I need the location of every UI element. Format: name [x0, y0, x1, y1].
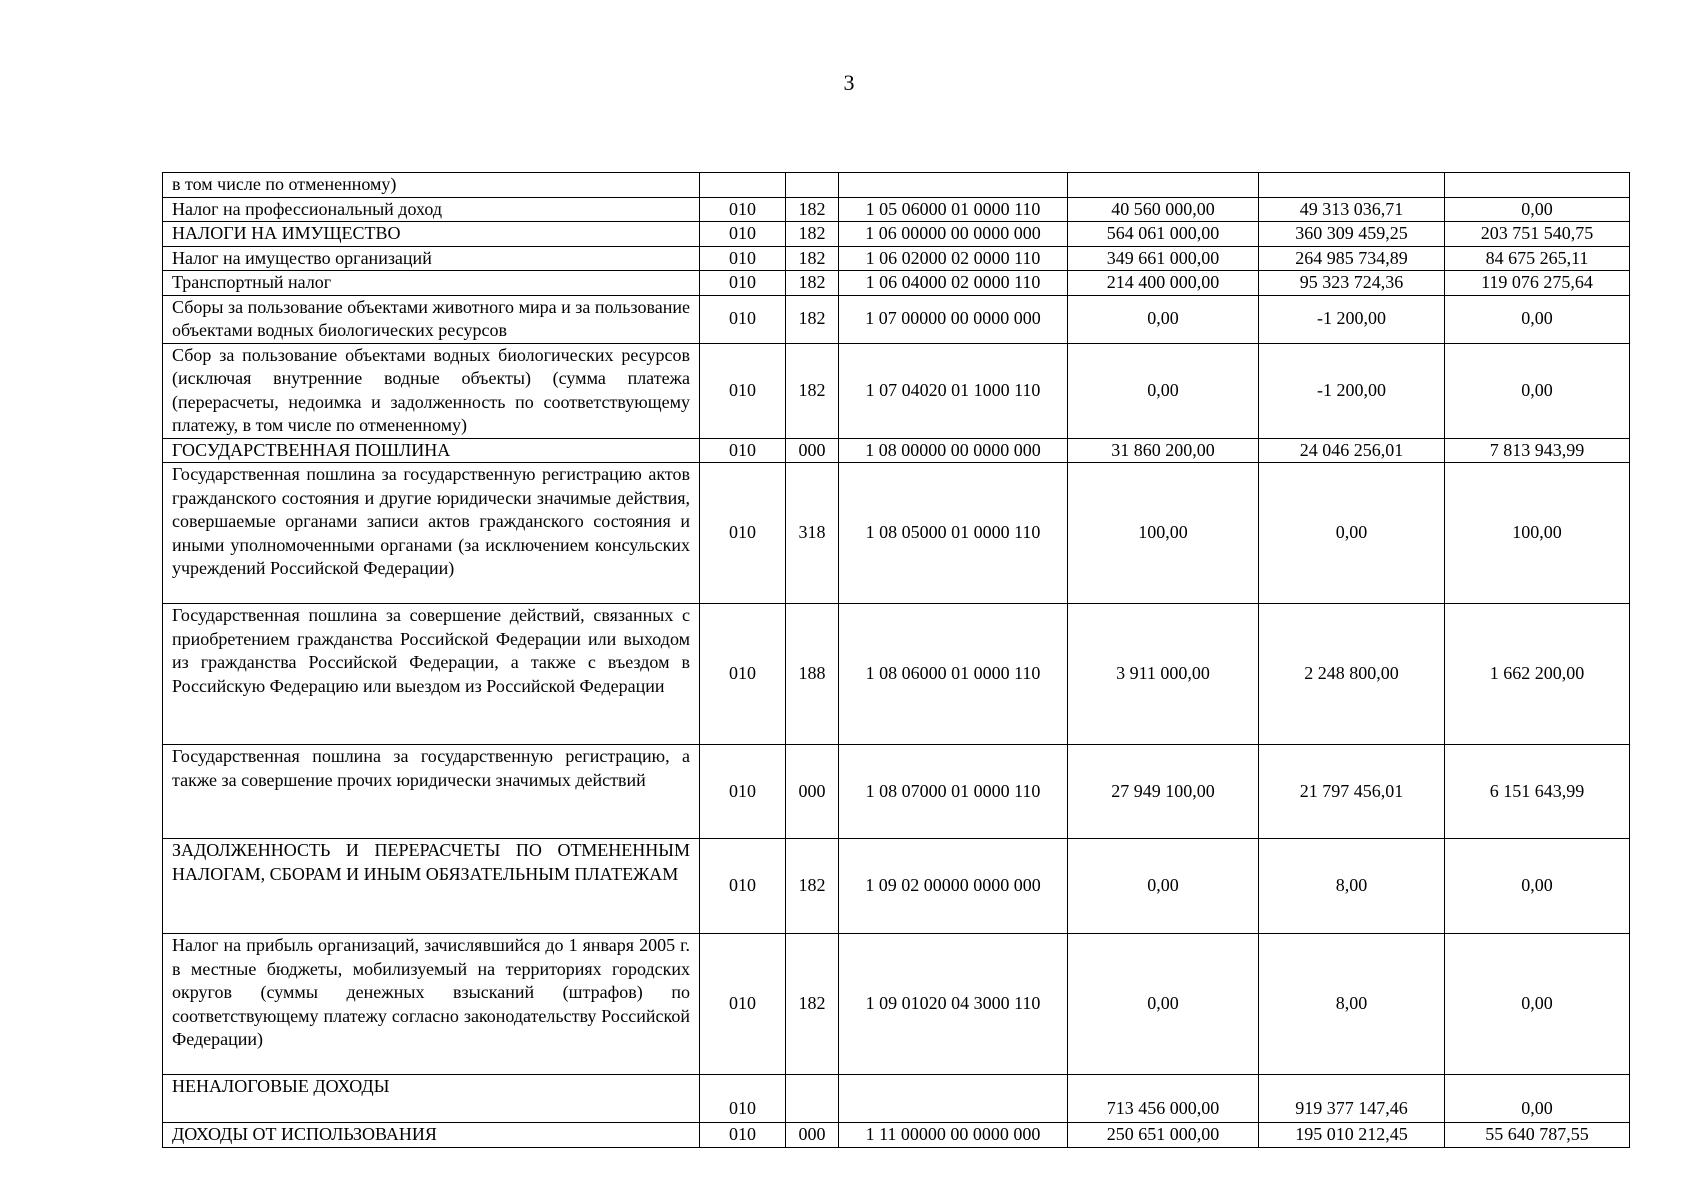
executed-amount-cell: 24 046 256,01: [1259, 438, 1445, 463]
kbk-code-cell: 1 07 00000 00 0000 000: [839, 295, 1068, 343]
row-name-cell: НАЛОГИ НА ИМУЩЕСТВО: [163, 222, 700, 247]
row-name-cell: Сбор за пользование объектами водных биологических ресурсов (исключая внутренние водные объекты) (сумма платежа (перерасчеты, недоимка и задолженность по соответствующему платежу, в том числе по отмененному): [163, 343, 700, 438]
kbk-code-cell: 1 06 04000 02 0000 110: [839, 271, 1068, 296]
row-name-cell: Налог на прибыль организаций, зачислявшийся до 1 января 2005 г. в местные бюджеты, мобилизуемый на территориях городских округов (суммы денежных взысканий (штрафов) по соответствующему платежу согласно законодательству Российской Федерации): [163, 934, 700, 1075]
executed-amount-cell: 919 377 147,46: [1259, 1075, 1445, 1123]
table-row: [163, 438, 1630, 463]
grbs-code-cell: 000: [786, 745, 839, 839]
grbs-code-cell: [786, 1075, 839, 1123]
plan-amount-cell: 250 651 000,00: [1068, 1123, 1259, 1148]
kbk-code-cell: [839, 1075, 1068, 1123]
remainder-amount-cell: 7 813 943,99: [1445, 438, 1630, 463]
kbk-code-cell: 1 07 04020 01 1000 110: [839, 343, 1068, 438]
admin-code-cell: 010: [700, 1075, 786, 1123]
row-name-cell: Сборы за пользование объектами животного мира и за пользование объектами водных биологических ресурсов: [163, 295, 700, 343]
executed-amount-cell: 49 313 036,71: [1259, 197, 1445, 222]
executed-amount-cell: 195 010 212,45: [1259, 1123, 1445, 1148]
row-name-cell: Государственная пошлина за государственную регистрацию актов гражданского состояния и другие юридически значимые действия, совершаемые органами записи актов гражданского состояния и иными уполномоченными органами (за исключением консульских учреждений Российской Федерации): [163, 463, 700, 604]
remainder-amount-cell: 203 751 540,75: [1445, 222, 1630, 247]
remainder-amount-cell: [1445, 173, 1630, 198]
row-name-cell: ДОХОДЫ ОТ ИСПОЛЬЗОВАНИЯ: [163, 1123, 700, 1148]
grbs-code-cell: [786, 173, 839, 198]
remainder-amount-cell: 84 675 265,11: [1445, 246, 1630, 271]
row-name-cell: НЕНАЛОГОВЫЕ ДОХОДЫ: [163, 1075, 700, 1123]
executed-amount-cell: [1259, 173, 1445, 198]
remainder-amount-cell: 119 076 275,64: [1445, 271, 1630, 296]
plan-amount-cell: 564 061 000,00: [1068, 222, 1259, 247]
table-row: [163, 1075, 1630, 1123]
remainder-amount-cell: 0,00: [1445, 1075, 1630, 1123]
row-name-cell: Государственная пошлина за государственную регистрацию, а также за совершение прочих юридически значимых действий: [163, 745, 700, 839]
row-name-cell: ЗАДОЛЖЕННОСТЬ И ПЕРЕРАСЧЕТЫ ПО ОТМЕНЕННЫМ НАЛОГАМ, СБОРАМ И ИНЫМ ОБЯЗАТЕЛЬНЫМ ПЛАТЕЖАМ: [163, 839, 700, 934]
plan-amount-cell: 214 400 000,00: [1068, 271, 1259, 296]
admin-code-cell: 010: [700, 295, 786, 343]
grbs-code-cell: 182: [786, 271, 839, 296]
plan-amount-cell: 40 560 000,00: [1068, 197, 1259, 222]
admin-code-cell: 010: [700, 839, 786, 934]
remainder-amount-cell: 0,00: [1445, 197, 1630, 222]
admin-code-cell: 010: [700, 246, 786, 271]
executed-amount-cell: 360 309 459,25: [1259, 222, 1445, 247]
table-row: [163, 343, 1630, 438]
table-row: [163, 271, 1630, 296]
row-name-cell: Налог на профессиональный доход: [163, 197, 700, 222]
table-body: [163, 173, 1630, 1148]
revenue-table: [162, 172, 1630, 1148]
grbs-code-cell: 182: [786, 246, 839, 271]
admin-code-cell: 010: [700, 934, 786, 1075]
plan-amount-cell: [1068, 173, 1259, 198]
remainder-amount-cell: 0,00: [1445, 295, 1630, 343]
plan-amount-cell: 349 661 000,00: [1068, 246, 1259, 271]
admin-code-cell: 010: [700, 745, 786, 839]
admin-code-cell: [700, 173, 786, 198]
row-name-cell: Государственная пошлина за совершение действий, связанных с приобретением гражданства Российской Федерации или выходом из гражданства Российской Федерации, а также с въездом в Российскую Федерацию или выездом из Российской Федерации: [163, 604, 700, 745]
executed-amount-cell: 95 323 724,36: [1259, 271, 1445, 296]
kbk-code-cell: 1 08 06000 01 0000 110: [839, 604, 1068, 745]
executed-amount-cell: -1 200,00: [1259, 295, 1445, 343]
executed-amount-cell: 0,00: [1259, 463, 1445, 604]
grbs-code-cell: 318: [786, 463, 839, 604]
kbk-code-cell: 1 09 02 00000 0000 000: [839, 839, 1068, 934]
plan-amount-cell: 0,00: [1068, 839, 1259, 934]
remainder-amount-cell: 1 662 200,00: [1445, 604, 1630, 745]
grbs-code-cell: 000: [786, 1123, 839, 1148]
remainder-amount-cell: 100,00: [1445, 463, 1630, 604]
admin-code-cell: 010: [700, 463, 786, 604]
admin-code-cell: 010: [700, 343, 786, 438]
page-number: 3: [843, 70, 855, 95]
plan-amount-cell: 0,00: [1068, 343, 1259, 438]
plan-amount-cell: 0,00: [1068, 934, 1259, 1075]
kbk-code-cell: 1 08 07000 01 0000 110: [839, 745, 1068, 839]
kbk-code-cell: 1 06 00000 00 0000 000: [839, 222, 1068, 247]
grbs-code-cell: 182: [786, 222, 839, 247]
executed-amount-cell: -1 200,00: [1259, 343, 1445, 438]
remainder-amount-cell: 0,00: [1445, 343, 1630, 438]
plan-amount-cell: 0,00: [1068, 295, 1259, 343]
kbk-code-cell: 1 06 02000 02 0000 110: [839, 246, 1068, 271]
plan-amount-cell: 27 949 100,00: [1068, 745, 1259, 839]
row-name-cell: Транспортный налог: [163, 271, 700, 296]
grbs-code-cell: 182: [786, 839, 839, 934]
row-name-cell: ГОСУДАРСТВЕННАЯ ПОШЛИНА: [163, 438, 700, 463]
grbs-code-cell: 182: [786, 295, 839, 343]
plan-amount-cell: 31 860 200,00: [1068, 438, 1259, 463]
admin-code-cell: 010: [700, 271, 786, 296]
executed-amount-cell: 21 797 456,01: [1259, 745, 1445, 839]
kbk-code-cell: 1 11 00000 00 0000 000: [839, 1123, 1068, 1148]
row-name-cell: в том числе по отмененному): [163, 173, 700, 198]
table-row: [163, 839, 1630, 934]
admin-code-cell: 010: [700, 1123, 786, 1148]
executed-amount-cell: 8,00: [1259, 839, 1445, 934]
grbs-code-cell: 182: [786, 934, 839, 1075]
executed-amount-cell: 2 248 800,00: [1259, 604, 1445, 745]
table-row: [163, 604, 1630, 745]
table-row: [163, 197, 1630, 222]
grbs-code-cell: 182: [786, 197, 839, 222]
plan-amount-cell: 3 911 000,00: [1068, 604, 1259, 745]
table-row: [163, 745, 1630, 839]
kbk-code-cell: 1 05 06000 01 0000 110: [839, 197, 1068, 222]
table-row: [163, 463, 1630, 604]
plan-amount-cell: 100,00: [1068, 463, 1259, 604]
grbs-code-cell: 188: [786, 604, 839, 745]
row-name-cell: Налог на имущество организаций: [163, 246, 700, 271]
admin-code-cell: 010: [700, 438, 786, 463]
table-row: [163, 1123, 1630, 1148]
remainder-amount-cell: 0,00: [1445, 934, 1630, 1075]
kbk-code-cell: 1 08 05000 01 0000 110: [839, 463, 1068, 604]
table-row: [163, 246, 1630, 271]
remainder-amount-cell: 55 640 787,55: [1445, 1123, 1630, 1148]
table-row: [163, 173, 1630, 198]
grbs-code-cell: 000: [786, 438, 839, 463]
kbk-code-cell: 1 09 01020 04 3000 110: [839, 934, 1068, 1075]
grbs-code-cell: 182: [786, 343, 839, 438]
remainder-amount-cell: 0,00: [1445, 839, 1630, 934]
admin-code-cell: 010: [700, 604, 786, 745]
table-row: [163, 295, 1630, 343]
table-row: [163, 222, 1630, 247]
kbk-code-cell: [839, 173, 1068, 198]
admin-code-cell: 010: [700, 222, 786, 247]
executed-amount-cell: 264 985 734,89: [1259, 246, 1445, 271]
remainder-amount-cell: 6 151 643,99: [1445, 745, 1630, 839]
admin-code-cell: 010: [700, 197, 786, 222]
kbk-code-cell: 1 08 00000 00 0000 000: [839, 438, 1068, 463]
plan-amount-cell: 713 456 000,00: [1068, 1075, 1259, 1123]
table-row: [163, 934, 1630, 1075]
executed-amount-cell: 8,00: [1259, 934, 1445, 1075]
